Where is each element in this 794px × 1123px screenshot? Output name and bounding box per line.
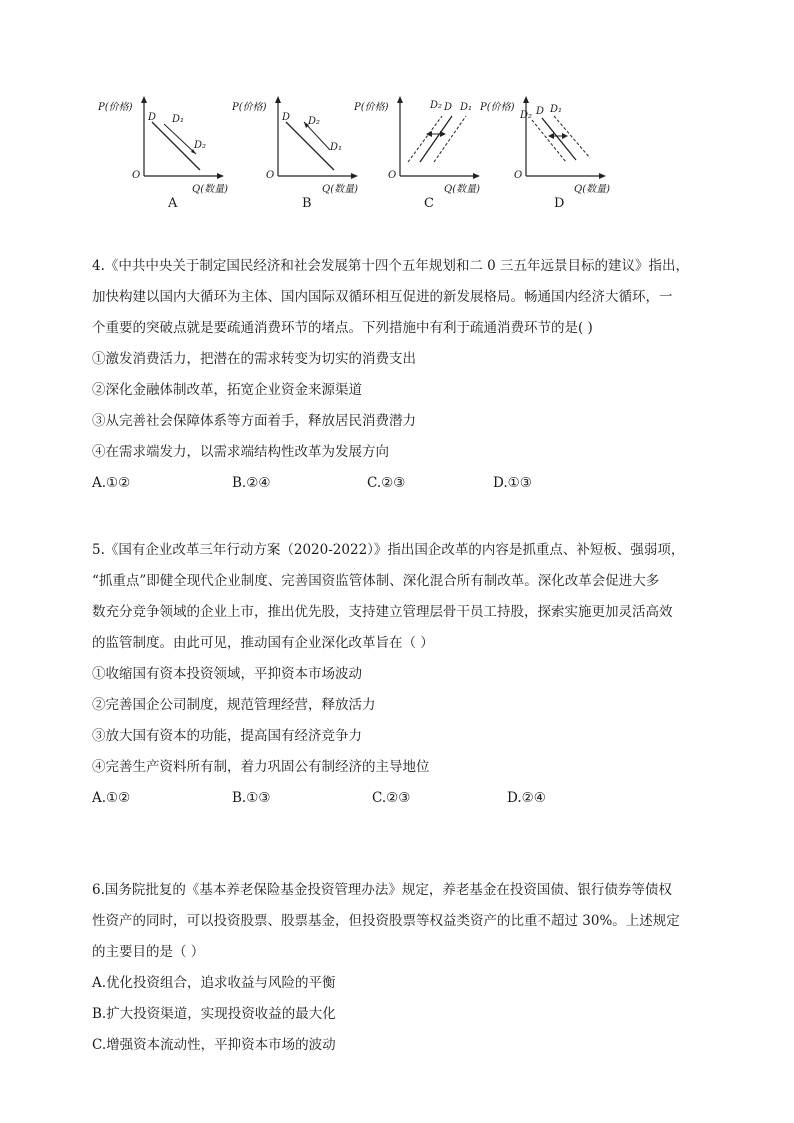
question-6-stem-line: 6.国务院批复的《基本养老保险基金投资管理办法》规定，养老基金在投资国债、银行债券等债权 — [92, 882, 672, 898]
question-5-item: ④完善生产资料所有制，着力巩固公有制经济的主导地位 — [92, 759, 430, 775]
graph-d-d-label: D — [536, 106, 545, 117]
question-6-stem-line: 的主要目的是（ ） — [92, 944, 205, 960]
graph-a-d2-label: D₂ — [194, 140, 207, 151]
question-4-option-d[interactable]: D.①③ — [493, 475, 532, 491]
graph-a-caption: A — [168, 196, 178, 211]
graph-d-d1-label: D₁ — [550, 104, 563, 115]
graph-d-origin: O — [514, 170, 523, 181]
question-4-stem-line: 加快构建以国内大循环为主体、国内国际双循环相互促进的新发展格局。畅通国内经济大循环，一 — [92, 289, 673, 305]
graph-c-d2-label: D₂ — [430, 100, 443, 111]
question-6-option-a[interactable]: A.优化投资组合，追求收益与风险的平衡 — [92, 975, 336, 991]
question-4-item: ③从完善社会保障体系等方面着手，释放居民消费潜力 — [92, 413, 416, 429]
graph-a — [92, 92, 232, 222]
question-5-stem-line: “抓重点”即健全现代企业制度、完善国资监管体制、深化混合所有制改革。深化改革会促进大多 — [92, 573, 660, 589]
graph-b — [226, 92, 366, 222]
graph-a-d-label: D — [148, 112, 157, 123]
graph-b-q-label: Q(数量) — [322, 184, 359, 195]
graph-b-caption: B — [302, 196, 312, 211]
graph-c-caption: C — [424, 196, 434, 211]
question-5-option-d[interactable]: D.②④ — [507, 790, 546, 806]
question-4-option-c[interactable]: C.②③ — [367, 475, 406, 491]
graph-c-p-label: P(价格) — [354, 102, 389, 113]
question-5 — [92, 535, 712, 814]
question-5-stem-line: 的监管制度。由此可见，推动国有企业深化改革旨在（ ） — [92, 635, 434, 651]
question-4-option-a[interactable]: A.①② — [92, 475, 131, 491]
question-4-item: ①激发消费活力，把潜在的需求转变为切实的消费支出 — [92, 351, 416, 367]
question-5-item: ②完善国企公司制度，规范管理经营，释放活力 — [92, 697, 376, 713]
question-5-options — [92, 783, 712, 814]
graph-c-q-label: Q(数量) — [444, 184, 481, 195]
demand-curve-figures — [92, 92, 652, 222]
question-6-stem-line: 性资产的同时，可以投资股票、股票基金，但投资股票等权益类资产的比重不超过 30%。上述规定 — [92, 913, 680, 929]
graph-a-origin: O — [132, 170, 141, 181]
question-4 — [92, 251, 712, 499]
question-5-item: ③放大国有资本的功能，提高国有经济竞争力 — [92, 728, 362, 744]
question-4-item: ②深化金融体制改革，拓宽企业资金来源渠道 — [92, 382, 362, 398]
graph-d-p-label: P(价格) — [480, 102, 515, 113]
question-5-stem-line: 5.《国有企业改革三年行动方案（2020-2022）》指出国企改革的内容是抓重点、补短板、强弱项， — [92, 542, 685, 558]
question-4-option-b[interactable]: B.②④ — [232, 475, 271, 491]
graph-b-d-label: D — [282, 112, 291, 123]
question-4-item: ④在需求端发力，以需求端结构性改革为发展方向 — [92, 444, 389, 460]
graph-b-d1-label: D₁ — [330, 142, 343, 153]
question-6-option-b[interactable]: B.扩大投资渠道，实现投资收益的最大化 — [92, 1006, 336, 1022]
graph-d-q-label: Q(数量) — [574, 184, 611, 195]
question-5-stem-line: 数充分竞争领域的企业上市，推出优先股，支持建立管理层骨干员工持股，探索实施更加灵活高效 — [92, 604, 673, 620]
question-5-option-b[interactable]: B.①③ — [232, 790, 271, 806]
question-4-stem-line: 个重要的突破点就是要疏通消费环节的堵点。下列措施中有利于疏通消费环节的是( ) — [92, 320, 593, 336]
question-6-option-c[interactable]: C.增强资本流动性，平抑资本市场的波动 — [92, 1037, 336, 1053]
graph-c-origin: O — [388, 170, 397, 181]
question-5-item: ①收缩国有资本投资领域，平抑资本市场波动 — [92, 666, 362, 682]
graph-d-d2-label: D₂ — [520, 110, 533, 121]
graph-a-d1-label: D₁ — [172, 114, 185, 125]
question-6 — [92, 875, 712, 1061]
question-4-stem-line: 4.《中共中央关于制定国民经济和社会发展第十四个五年规划和二 0 三五年远景目标的建议》指出， — [92, 258, 690, 274]
graph-a-q-label: Q(数量) — [192, 184, 229, 195]
question-5-option-a[interactable]: A.①② — [92, 790, 131, 806]
graph-b-d2-label: D₂ — [308, 116, 321, 127]
graph-c-d-label: D — [444, 102, 453, 113]
graph-a-p-label: P(价格) — [98, 102, 133, 113]
graph-d — [474, 92, 614, 222]
graph-d-caption: D — [554, 196, 565, 211]
question-5-option-c[interactable]: C.②③ — [372, 790, 411, 806]
question-4-options — [92, 468, 712, 499]
graph-c-d1-label: D₁ — [460, 102, 473, 113]
graph-b-p-label: P(价格) — [232, 102, 267, 113]
graph-b-origin: O — [266, 170, 275, 181]
graph-c — [348, 92, 488, 222]
